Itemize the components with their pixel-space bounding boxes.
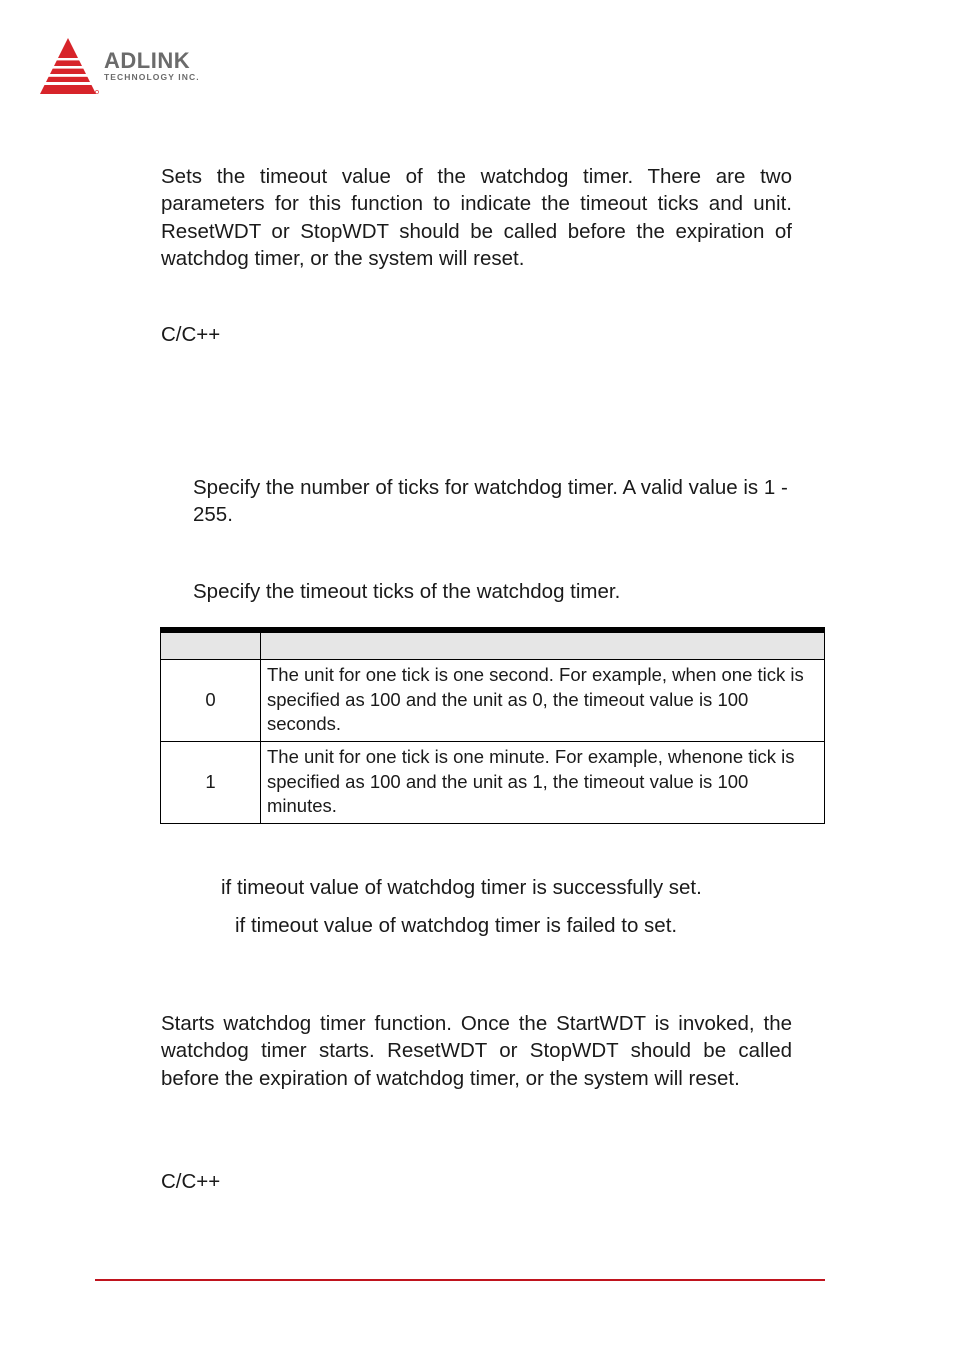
function-description: Sets the timeout value of the watchdog timer. There are two parameters for this function to indicate the timeout ticks and unit. ResetWDT or StopWDT should be called before the expiration of watchdog timer, or the system will reset. (161, 165, 792, 270)
unit-value: 0 (161, 660, 261, 742)
header-cell-description (261, 633, 825, 660)
unit-table (160, 627, 825, 824)
language-label: C/C++ (161, 323, 221, 346)
return-success: if timeout value of watchdog timer is successfully set. (221, 876, 702, 899)
adlink-triangle-icon (38, 36, 102, 98)
table-row (161, 742, 825, 824)
unit-value: 1 (161, 742, 261, 824)
language-label-2: C/C++ (161, 1170, 221, 1193)
unit-description: The unit for one tick is one minute. For example, whenone tick is specified as 100 and the unit as 1, the timeout value is 100 minutes. (261, 742, 825, 824)
header-cell-value (161, 633, 261, 660)
function-description-2: Starts watchdog timer function. Once the StartWDT is invoked, the watchdog timer starts. ResetWDT or StopWDT should be called before the expiration of watchdog timer, or the system will reset. (161, 1012, 792, 1090)
brand-tagline: TECHNOLOGY INC. (104, 72, 200, 82)
return-failure: if timeout value of watchdog timer is failed to set. (235, 914, 678, 937)
table-row (161, 660, 825, 742)
brand-name: ADLINK (104, 48, 191, 73)
param-unit-description: Specify the timeout ticks of the watchdog timer. (193, 580, 621, 603)
unit-description: The unit for one tick is one second. For example, when one tick is specified as 100 and the unit as 0, the timeout value is 100 seconds. (261, 660, 825, 742)
table-header-row (161, 633, 825, 660)
footer-rule (95, 1279, 825, 1281)
param-ticks-description: Specify the number of ticks for watchdog timer. A valid value is 1 - 255. (193, 476, 788, 527)
